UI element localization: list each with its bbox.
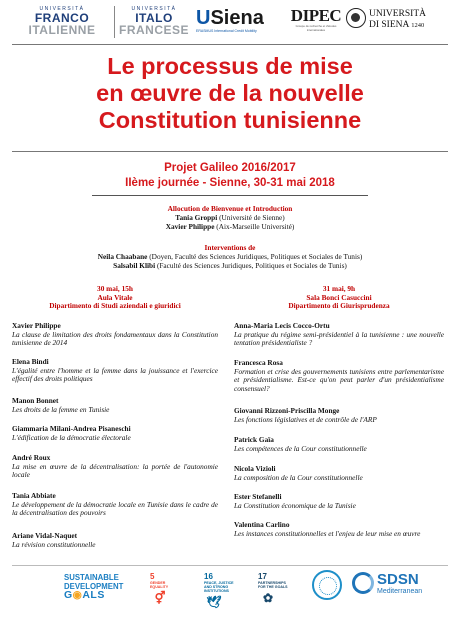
talk-item [12,397,218,414]
logo-fi-line2: ITALIENNE [28,23,96,37]
talk-title: Les fonctions législatives et de contrôle de l'ARP [234,414,377,424]
logo-if-line1: ITALO [135,11,173,25]
sdg-line3b: ALS [82,589,105,601]
talk-speaker: Ester Stefanelli [234,492,282,501]
logo-unisi-line1: UNIVERSITÀ [369,9,426,19]
goal-number: 5 [150,572,155,581]
interventions-block [10,243,450,270]
logo-usiena-siena: Siena [210,7,264,29]
talk-item [234,359,444,393]
logo-usiena-u: U [196,7,211,29]
logo-dipec-subtitle: Groupe de recherche et d'études internationales [295,24,337,32]
talk-title: La révision constitutionnelle [12,539,96,549]
talk-speaker: Elena Bindi [12,357,49,366]
talk-title: La pratique du régime semi-présidentiel à la tunisienne : une nouvelle tentation présidentialiste ? [234,329,444,347]
talk-item [12,322,218,348]
interventions-speaker [10,252,450,261]
footer-divider [12,565,448,566]
talk-title: Les instances constitutionnelles et l'enjeu de leur mise en œuvre [234,528,421,538]
talk-speaker: Valentina Carlino [234,520,290,529]
subtitle-divider [92,195,368,196]
sdg-wheel-icon: ◉ [72,589,83,601]
subtitle-line-1: Projet Galileo 2016/2017 [164,162,296,174]
welcome-speaker-affil: (Aix-Marseille Université) [214,222,295,231]
talk-title: La composition de la Cour constitutionnelle [234,472,363,482]
interventions-heading: Interventions de [204,243,256,252]
talk-title: Les compétences de la Cour constitutionnelle [234,443,367,453]
logo-unisi-year: 1240 [411,22,425,29]
right-session-department: Dipartimento di Giurisprudenza [288,301,390,310]
talk-item [234,322,444,348]
siena-seal-icon [346,8,366,28]
logo-if-line2: FRANCESE [118,23,189,37]
talk-item [12,454,218,480]
talk-item [234,465,444,482]
sdg-line3a: G [64,589,73,601]
talk-title: Le développement de la démocratie locale en Tunisie dans le cadre de la décentralisation des pouvoirs [12,499,218,517]
left-session-room: Aula Vitale [97,292,133,302]
title-divider [12,151,448,152]
talk-item [12,358,218,384]
interventions-speaker-affil: (Doyen, Faculté des Sciences Juridiques, Politiques et Sociales de Tunis) [147,252,363,261]
page-title [10,53,450,134]
goal-label: PEACE, JUSTICE AND STRONG INSTITUTIONS [204,581,234,593]
goal-number: 16 [204,572,213,581]
goal-label: GENDER EQUALITY [150,581,169,589]
right-session-header [234,285,444,311]
talk-speaker: Anna-Maria Lecis Cocco-Ortu [234,321,330,330]
logo-usiena-tagline: ERASMUS International Credit Mobility [196,29,257,33]
goal-5-gender-equality [150,573,184,604]
welcome-speaker [10,213,450,222]
goal-17-partnerships [258,573,292,604]
sdsn-ring-icon [352,572,374,594]
talk-item [234,521,444,538]
title-line-1: Le processus de mise [107,53,353,79]
talk-title: La clause de limitation des droits fondamentaux dans la Constitution tunisienne de 2014 [12,329,218,347]
un-emblem-icon [312,570,342,600]
sdg-logo [64,573,134,600]
left-session-header [12,285,218,311]
subtitle-line-2: IIème journée - Sienne, 30-31 mai 2018 [125,176,335,189]
logo-fi-line1: FRANCO [34,11,90,25]
interventions-speaker-name: Salsabil Klibi [113,261,156,270]
welcome-speaker [10,222,450,231]
logo-dipec [290,6,342,32]
page-subtitle [10,161,450,190]
goal-16-peace-justice [204,573,238,608]
partnership-flower-icon: ✿ [262,591,274,605]
logo-if-universita: UNIVERSITÀ [131,6,177,12]
talk-speaker: Nicola Vizioli [234,464,276,473]
logo-dipec-name: DIPEC [290,6,342,25]
logo-universite-franco-italienne [16,6,108,36]
goal-label: PARTNERSHIPS FOR THE GOALS [258,581,288,589]
right-session-room: Sala Bonci Casuccini [306,292,372,302]
title-line-3: Constitution tunisienne [98,107,362,133]
title-line-2: en œuvre de la nouvelle [96,80,364,106]
goal-number: 17 [258,572,267,581]
talk-speaker: Giovanni Rizzoni-Priscilla Monge [234,406,340,415]
logo-usiena [196,8,284,33]
talk-speaker: Francesca Rosa [234,358,283,367]
talk-speaker: Patrick Gaïa [234,435,274,444]
interventions-speaker-name: Neila Chaabane [97,252,148,261]
interventions-speaker-affil: (Faculté des Sciences Juridiques, Politiques et Sociales de Tunis) [155,261,347,270]
talk-speaker: André Roux [12,453,51,462]
welcome-heading: Allocution de Bienvenue et Introduction [167,204,293,213]
talk-speaker: Xavier Philippe [12,321,61,330]
left-session-department: Dipartimento di Studi aziendali e giuridici [49,301,181,310]
talk-item [234,407,444,424]
talk-title: Les droits de la femme en Tunisie [12,404,110,414]
logo-universita-italo-francese [118,6,190,36]
talk-speaker: Ariane Vidal-Naquet [12,531,78,540]
logo-fi-universita: UNIVERSITÀ [39,6,85,12]
talk-speaker: Manon Bonnet [12,396,59,405]
left-session-date: 30 mai, 15h [97,284,133,293]
header-divider [12,44,448,45]
talk-speaker: Giammaria Milani-Andrea Pisaneschi [12,424,131,433]
welcome-speaker-name: Tania Groppi [175,213,218,222]
sdg-line1: SUSTAINABLE [64,573,119,582]
talk-item [12,532,218,549]
talk-item [12,492,218,518]
logo-unisi-line2: DI SIENA [369,20,409,30]
talk-speaker: Tania Abbiate [12,491,56,500]
dove-icon: 🕊 [206,595,222,609]
logo-divider [114,6,115,38]
talk-title: La Constitution économique de la Tunisie [234,500,356,510]
interventions-speaker [10,261,450,270]
sdsn-name: SDSN [377,571,419,588]
talk-title: Formation et crise des gouvernements tunisiens entre parlementarisme et présidentialisme. Est-ce qu'on peut parler d'un présidentialisme consensuel? [234,366,444,393]
sdsn-region: Mediterranean [377,588,423,595]
talk-title: L'édification de la démocratie électorale [12,432,131,442]
talk-item [12,425,218,442]
welcome-speaker-name: Xavier Philippe [165,222,215,231]
talk-title: La mise en œuvre de la décentralisation: la portée de l'autonomie locale [12,461,218,479]
gender-equality-icon: ⚥ [154,591,166,605]
welcome-block [10,204,450,231]
talk-item [234,493,444,510]
talk-item [234,436,444,453]
talk-title: L'égalité entre l'homme et la femme dans la jouissance et l'exercice effectif des droits politiques [12,365,218,383]
sdg-line2: DEVELOPMENT [64,582,124,591]
right-session-date: 31 mai, 9h [322,284,356,293]
welcome-speaker-affil: (Université de Sienne) [217,213,285,222]
